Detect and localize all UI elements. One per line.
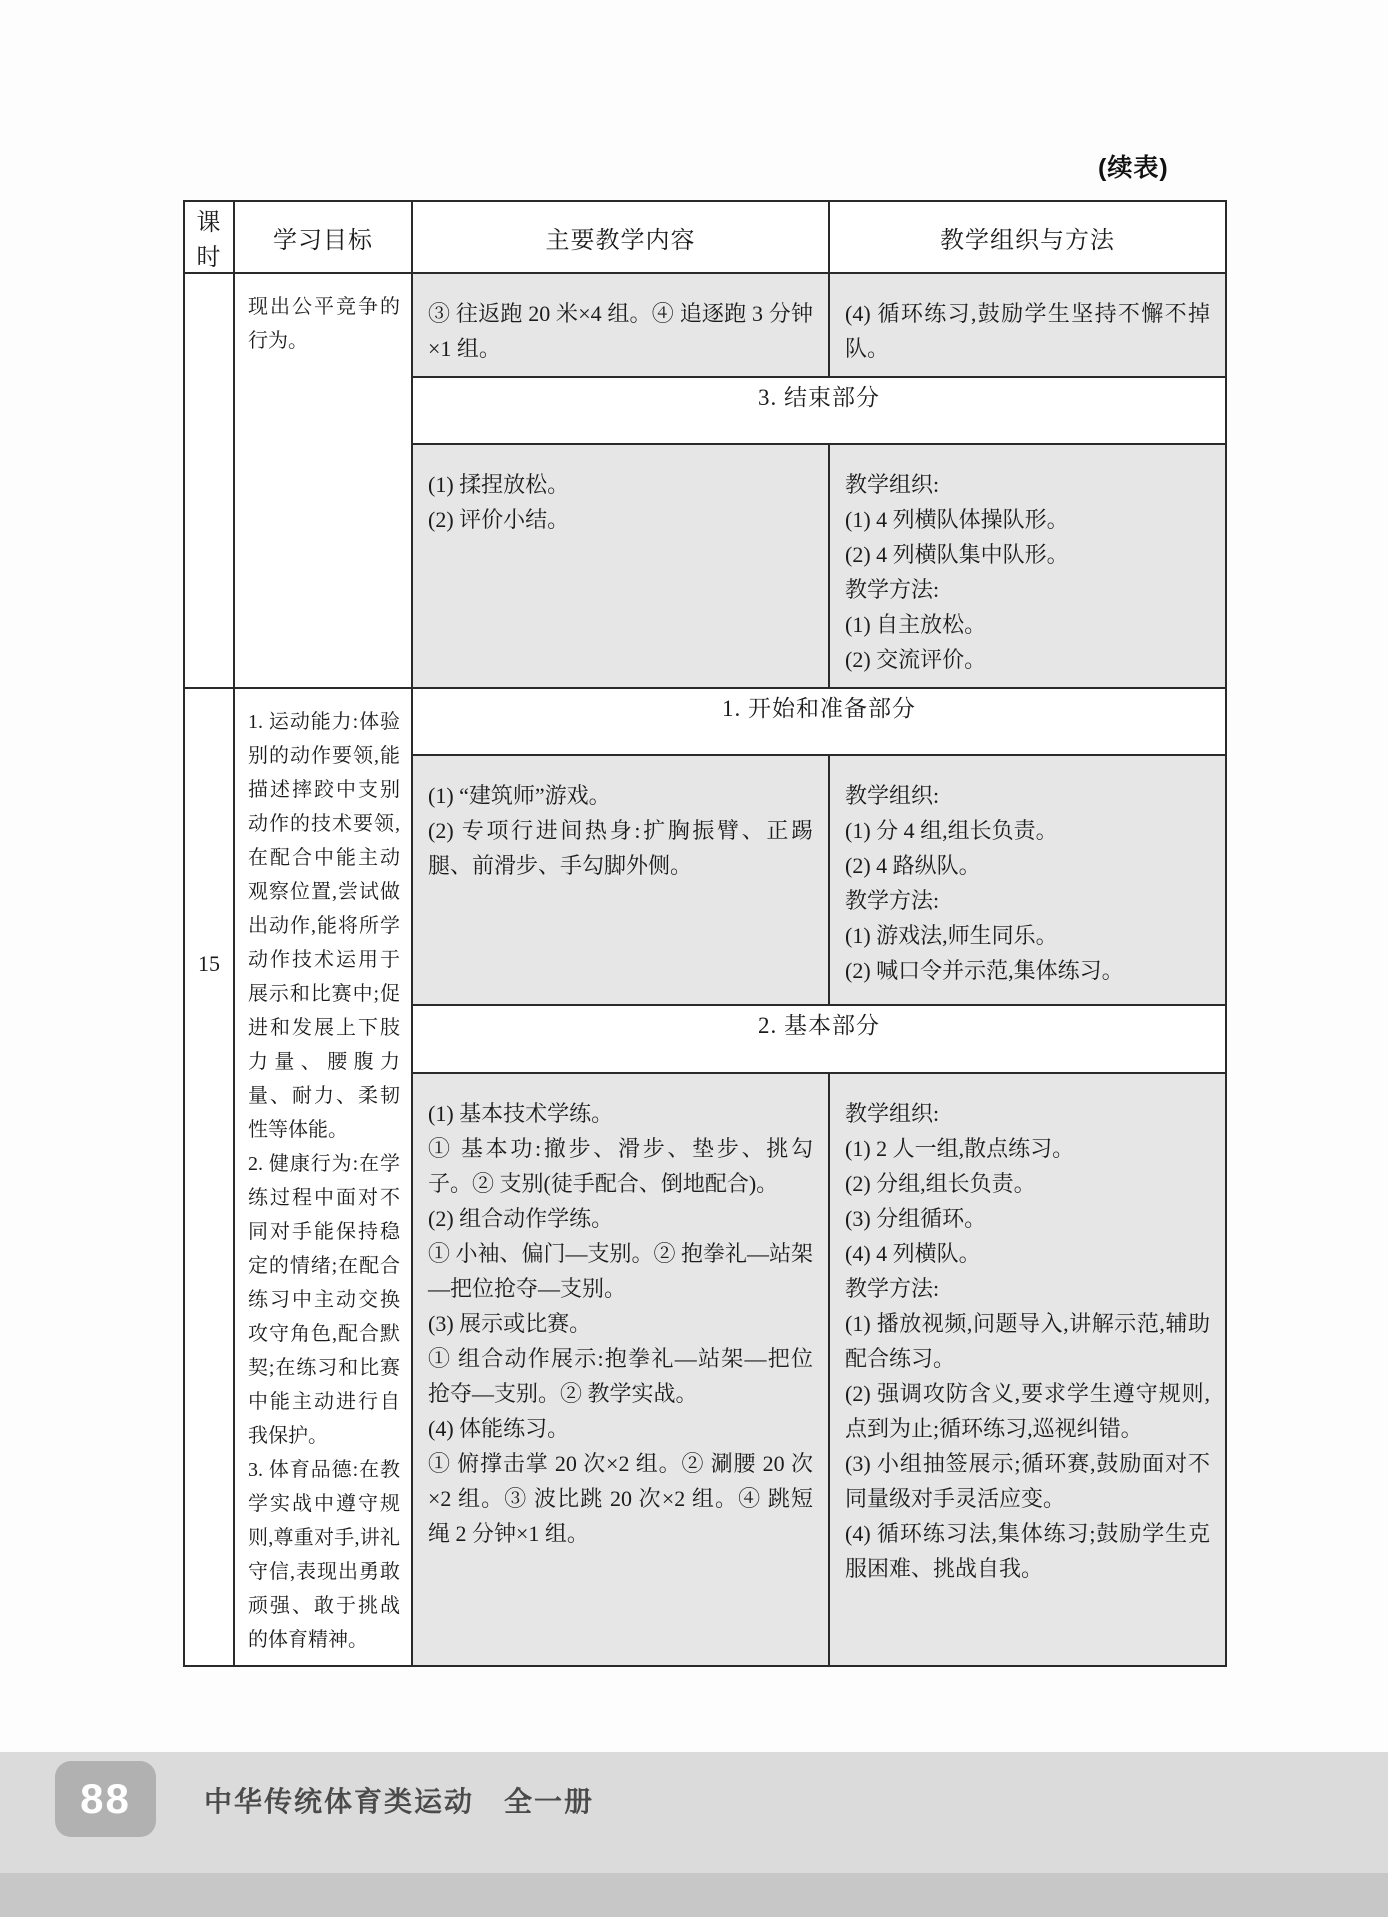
lesson-number: 15 xyxy=(198,951,220,976)
goal-cell-previous xyxy=(234,273,412,688)
footer-bottom-strip xyxy=(0,1873,1388,1917)
book-title: 中华传统体育类运动 全一册 xyxy=(204,1786,595,1817)
content-cell-ending: (1) 揉捏放松。 (2) 评价小结。 xyxy=(412,444,829,688)
table-header-row xyxy=(184,201,1226,273)
band-opening-part: 1. 开始和准备部分 xyxy=(412,688,1226,755)
period-cell-lesson-15 xyxy=(184,688,234,1666)
methods-cell-basic: 教学组织: (1) 2 人一组,散点练习。 (2) 分组,组长负责。 (3) 分组循环。 (4) 4 列横队。 教学方法: (1) 播放视频,问题导入,讲解示范,辅助配合练习。 (2) 强调攻防含义,要求学生遵守规则,点到为止;循环练习,巡视纠错。 (3) 小组抽签展示;循环赛,鼓励面对不同量级对手灵活应变。 (4) 循环练习法,集体练习;鼓励学生克服困难、挑战自我。 xyxy=(829,1073,1226,1666)
header-cell-content: 主要教学内容 xyxy=(412,201,829,273)
header-cell-goals: 学习目标 xyxy=(234,201,412,273)
methods-cell-ending: 教学组织: (1) 4 列横队体操队形。 (2) 4 列横队集中队形。 教学方法: (1) 自主放松。 (2) 交流评价。 xyxy=(829,444,1226,688)
header-cell-methods: 教学组织与方法 xyxy=(829,201,1226,273)
header-cell-period: 课时 xyxy=(184,201,234,273)
period-cell-previous xyxy=(184,273,234,688)
lesson-plan-table xyxy=(183,200,1227,1667)
goal-text-previous: 现出公平竞争的行为。 xyxy=(248,296,400,352)
goal-cell-lesson-15 xyxy=(234,688,412,1666)
band-basic-part: 2. 基本部分 xyxy=(412,1005,1226,1073)
goal-text-lesson-15: 1. 运动能力:体验别的动作要领,能描述摔跤中支别动作的技术要领,在配合中能主动观察位置,尝试做出动作,能将所学动作技术运用于展示和比赛中;促进和发展上下肢力量、腰腹力量、耐力、柔韧性等体能。 2. 健康行为:在学练过程中面对不同对手能保持稳定的情绪;在配合练习中主动交换攻守角色,配合默契;在练习和比赛中能主动进行自我保护。 3. 体育品德:在教学实战中遵守规则,尊重对手,讲礼守信,表现出勇敢顽强、敢于挑战的体育精神。 xyxy=(248,711,400,1651)
page-number: 88 xyxy=(80,1775,131,1822)
methods-cell-warmup: 教学组织: (1) 分 4 组,组长负责。 (2) 4 路纵队。 教学方法: (1) 游戏法,师生同乐。 (2) 喊口令并示范,集体练习。 xyxy=(829,755,1226,1005)
band-ending-part: 3. 结束部分 xyxy=(412,377,1226,444)
content-cell-basic: (1) 基本技术学练。 ① 基本功:撤步、滑步、垫步、挑勾子。② 支别(徒手配合、倒地配合)。 (2) 组合动作学练。 ① 小袖、偏门—支别。② 抱拳礼—站架—把位抢夺—支别。 (3) 展示或比赛。 ① 组合动作展示:抱拳礼—站架—把位抢夺—支别。② 教学实战。 (4) 体能练习。 ① 俯撑击掌 20 次×2 组。② 涮腰 20 次×2 组。③ 波比跳 20 次×2 组。④ 跳短绳 2 分钟×1 组。 xyxy=(412,1073,829,1666)
table-row xyxy=(184,688,1226,755)
page-number-badge xyxy=(55,1761,156,1837)
content-cell-warmup: (1) “建筑师”游戏。 (2) 专项行进间热身:扩胸振臂、正踢腿、前滑步、手勾脚外侧。 xyxy=(412,755,829,1005)
table-row xyxy=(184,273,1226,377)
continuation-note: (续表) xyxy=(1098,154,1169,182)
content-cell-running: ③ 往返跑 20 米×4 组。④ 追逐跑 3 分钟×1 组。 xyxy=(412,273,829,377)
methods-cell-running: (4) 循环练习,鼓励学生坚持不懈不掉队。 xyxy=(829,273,1226,377)
